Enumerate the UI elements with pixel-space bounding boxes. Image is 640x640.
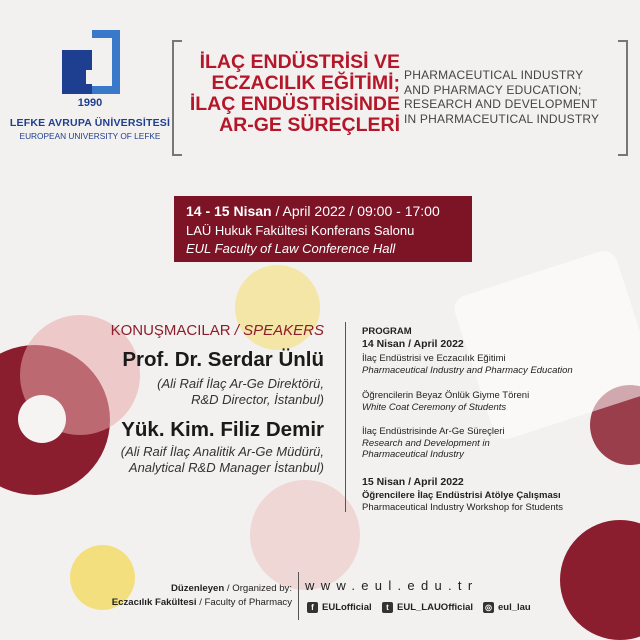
twitter-icon: t — [382, 602, 393, 613]
speakers-heading: KONUŞMACILAR / SPEAKERS — [110, 322, 324, 339]
program-item-4: Öğrencilere İlaç Endüstrisi Atölye Çalışması Pharmaceutical Industry Workshop for Students — [362, 490, 564, 513]
facebook-icon: f — [307, 602, 318, 613]
event-venue-en: EUL Faculty of Law Conference Hall — [186, 241, 396, 256]
instagram-icon: ◎ — [483, 602, 494, 613]
program-day-2: 15 Nisan / April 2022 — [362, 476, 464, 488]
event-date: 14 - 15 Nisan / April 2022 / 09:00 - 17:00 — [186, 203, 440, 219]
logo-year: 1990 — [77, 97, 103, 109]
title-english: PHARMACEUTICAL INDUSTRY AND PHARMACY EDUCATION; RESEARCH AND DEVELOPMENT IN PHARMACEUTICAL INDUSTRY — [404, 68, 600, 126]
twitter-link[interactable]: t EUL_LAUOfficial — [382, 602, 473, 613]
university-name-tr: LEFKE AVRUPA ÜNİVERSİTESİ — [9, 117, 171, 129]
facebook-link[interactable]: f EULofficial — [307, 602, 372, 613]
event-date-box — [174, 196, 472, 262]
website-link[interactable]: www.eul.edu.tr — [305, 578, 479, 593]
organized-by-label: Düzenleyen / Organized by: — [170, 583, 292, 594]
speaker-2-affiliation: (Ali Raif İlaç Analitik Ar-Ge Müdürü, Analytical R&D Manager İstanbul) — [120, 444, 324, 475]
organizer-faculty: Eczacılık Fakültesi / Faculty of Pharmacy — [111, 597, 292, 608]
title-turkish: İLAÇ ENDÜSTRİSİ VE ECZACILIK EĞİTİMİ; İLAÇ ENDÜSTRİSİNDE AR-GE SÜREÇLERİ — [189, 51, 400, 136]
title-bracket-left — [172, 40, 182, 156]
program-item-1: İlaç Endüstrisi ve Eczacılık Eğitimi Pharmaceutical Industry and Pharmacy Education — [362, 353, 573, 376]
program-heading: PROGRAM — [362, 326, 412, 337]
section-divider — [345, 322, 346, 512]
event-venue-tr: LAÜ Hukuk Fakültesi Konferans Salonu — [186, 223, 415, 238]
decor-circle-pink-mid — [250, 480, 360, 590]
speaker-1-name: Prof. Dr. Serdar Ünlü — [122, 348, 324, 371]
speaker-2-name: Yük. Kim. Filiz Demir — [121, 418, 324, 441]
instagram-link[interactable]: ◎ eul_lau — [485, 602, 531, 613]
university-name-en: EUROPEAN UNIVERSITY OF LEFKE — [19, 131, 161, 141]
program-item-3: İlaç Endüstrisinde Ar-Ge Süreçleri Research and Development in Pharmaceutical Industry — [362, 426, 505, 460]
speaker-1-affiliation: (Ali Raif İlaç Ar-Ge Direktörü, R&D Director, İstanbul) — [157, 376, 324, 407]
program-day-1: 14 Nisan / April 2022 — [362, 338, 464, 350]
footer-divider — [298, 572, 299, 620]
title-bracket-right — [618, 40, 628, 156]
program-item-2: Öğrencilerin Beyaz Önlük Giyme Töreni White Coat Ceremony of Students — [362, 390, 530, 413]
decor-circle-maroon-right — [560, 520, 640, 640]
university-logo-icon — [56, 26, 126, 98]
